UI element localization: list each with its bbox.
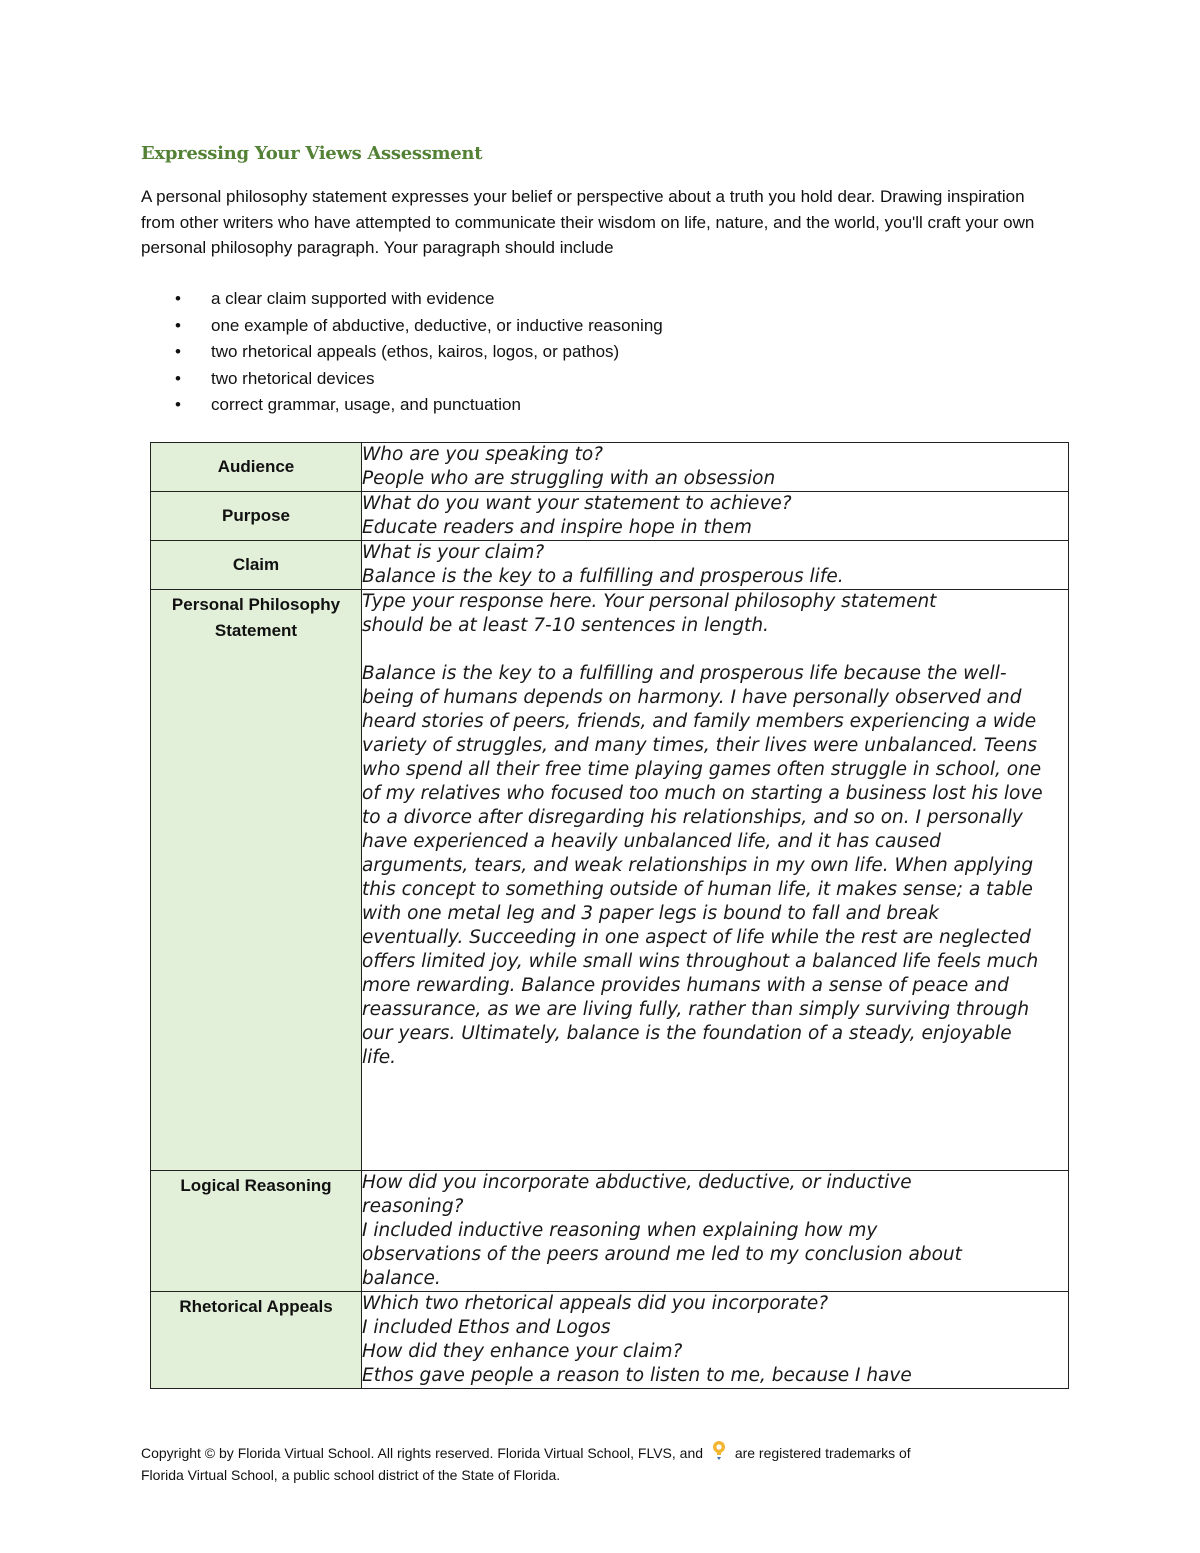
list-item: • two rhetorical devices xyxy=(141,366,663,393)
list-item: • one example of abductive, deductive, or inductive reasoning xyxy=(141,313,663,340)
list-item: • correct grammar, usage, and punctuation xyxy=(141,392,663,419)
prompt-text: should be at least 7-10 sentences in length. xyxy=(362,615,769,636)
response-text[interactable]: I included Ethos and Logos xyxy=(362,1317,611,1338)
list-item: • two rhetorical appeals (ethos, kairos, logos, or pathos) xyxy=(141,339,663,366)
response-text[interactable]: balance. xyxy=(362,1268,441,1289)
table-row-claim xyxy=(151,541,1069,590)
intro-paragraph: A personal philosophy statement expresses your belief or perspective about a truth you hold dear. Drawing inspiration from other writers who have attempted to communicate their wisdom on life, nature, and the world, you'll craft your own personal philosophy paragraph. Your paragraph should include xyxy=(141,187,1035,257)
response-text[interactable]: People who are struggling with an obsession xyxy=(362,468,776,489)
prompt-text: Who are you speaking to? xyxy=(362,444,603,465)
response-text[interactable]: Balance is the key to a fulfilling and prosperous life. xyxy=(362,566,844,587)
trademark-text: are registered trademarks of xyxy=(734,1445,911,1461)
page-title: Expressing Your Views Assessment xyxy=(141,143,483,164)
row-label: Audience xyxy=(151,443,362,492)
response-cell[interactable] xyxy=(362,1171,1069,1292)
bullet-icon: • xyxy=(175,342,181,362)
copyright-text: Copyright © by Florida Virtual School. All rights reserved. Florida Virtual School, FLVS, and xyxy=(141,1445,704,1461)
prompt-text: reasoning? xyxy=(362,1196,464,1217)
response-text[interactable]: I included inductive reasoning when explaining how my xyxy=(362,1220,878,1241)
table-row-rhetorical-appeals xyxy=(151,1292,1069,1389)
row-label: Claim xyxy=(151,541,362,590)
prompt-text: Which two rhetorical appeals did you incorporate? xyxy=(362,1293,829,1314)
copyright-footer xyxy=(141,1440,1061,1486)
response-text[interactable]: observations of the peers around me led to my conclusion about xyxy=(362,1244,962,1265)
table-row-personal-philosophy xyxy=(151,590,1069,1171)
bullet-icon: • xyxy=(175,368,181,388)
row-label: Rhetorical Appeals xyxy=(151,1292,362,1389)
requirements-list xyxy=(141,286,663,419)
assessment-table xyxy=(150,442,1069,1389)
table-row-logical-reasoning xyxy=(151,1171,1069,1292)
bullet-icon: • xyxy=(175,289,181,308)
prompt-text: Type your response here. Your personal philosophy statement xyxy=(362,591,937,612)
response-cell[interactable] xyxy=(362,1292,1069,1389)
response-text[interactable]: Ethos gave people a reason to listen to me, because I have xyxy=(362,1365,912,1386)
row-label: Purpose xyxy=(151,492,362,541)
response-cell[interactable] xyxy=(362,492,1069,541)
response-cell[interactable] xyxy=(362,443,1069,492)
response-cell[interactable] xyxy=(362,541,1069,590)
bullet-icon: • xyxy=(175,315,181,335)
bullet-icon: • xyxy=(175,395,181,415)
list-item: • a clear claim supported with evidence xyxy=(141,286,663,313)
table-row-audience xyxy=(151,443,1069,492)
prompt-text: What do you want your statement to achieve? xyxy=(362,493,792,514)
statement-text[interactable]: Balance is the key to a fulfilling and prosperous life because the well-being of humans depends on harmony. I have personally observed and heard stories of peers, friends, and family members experiencing a wide variety of struggles, and many times, their lives were unbalanced. Teens who spend all their free time playing games often struggle in school, one of my relatives who focused too much on starting a business lost his love to a divorce after disregarding his relationships, and so on. I personally have experienced a heavily unbalanced life, and it has caused arguments, tears, and weak relationships in my own life. When applying this concept to something outside of human life, it makes sense; a table with one metal leg and 3 paper legs is bound to fall and break eventually. Succeeding in one aspect of life while the rest are neglected offers limited joy, while small wins throughout a balanced life feels much more rewarding. Balance provides humans with a sense of peace and reassurance, as we are living fully, rather than simply surviving through our years. Ultimately, balance is the foundation of a steady, enjoyable life. xyxy=(362,663,1043,1068)
copyright-text-line2: Florida Virtual School, a public school district of the State of Florida. xyxy=(141,1467,561,1483)
flvs-lightbulb-logo-icon xyxy=(711,1440,727,1462)
row-label: Logical Reasoning xyxy=(151,1171,362,1292)
response-text[interactable]: Educate readers and inspire hope in them xyxy=(362,517,752,538)
prompt-text: How did you incorporate abductive, deductive, or inductive xyxy=(362,1172,912,1193)
row-label: Personal Philosophy Statement xyxy=(151,590,362,1171)
prompt-text: What is your claim? xyxy=(362,542,545,563)
prompt-text: How did they enhance your claim? xyxy=(362,1341,683,1362)
response-cell[interactable] xyxy=(362,590,1069,1171)
table-row-purpose xyxy=(151,492,1069,541)
